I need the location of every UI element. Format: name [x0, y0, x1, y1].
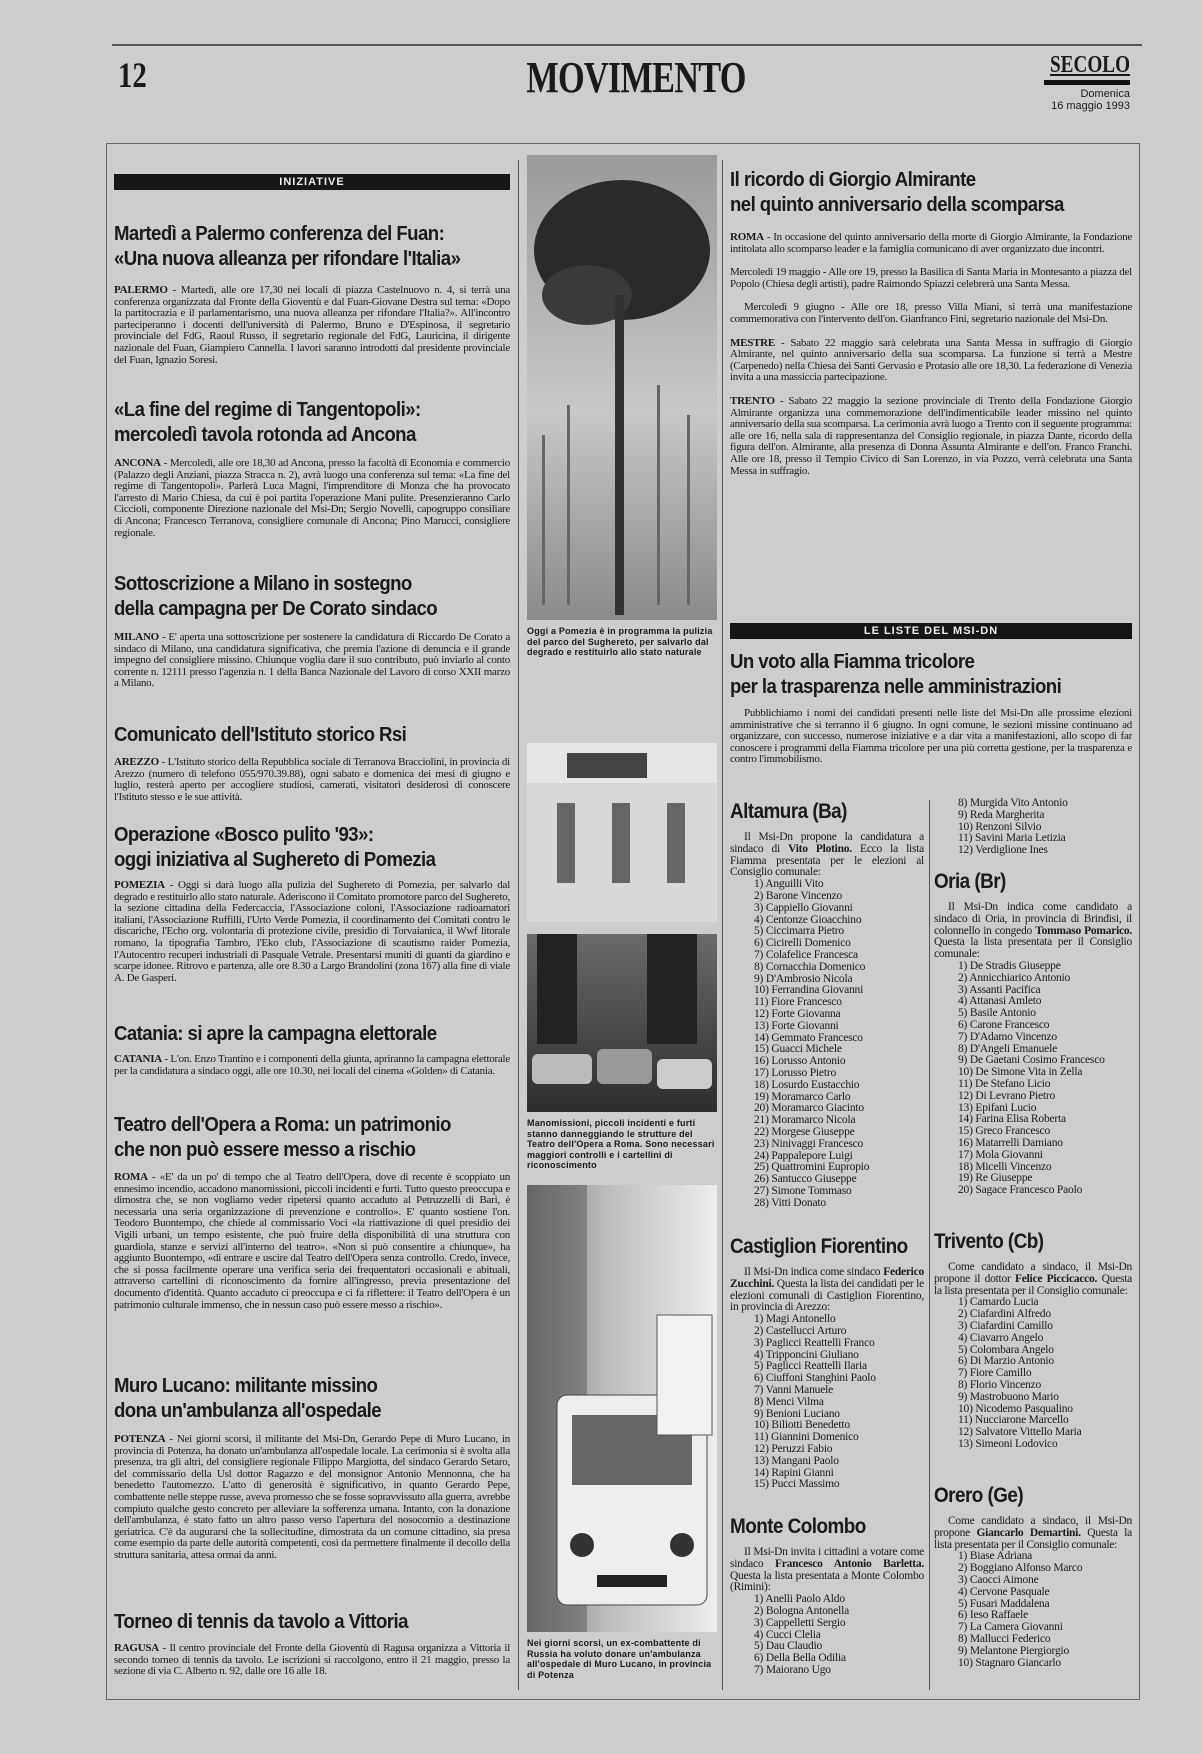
- candidate-item: 1) Anguilli Vito: [754, 878, 824, 891]
- candidate-item: 15) Pucci Massimo: [754, 1478, 840, 1491]
- candidate-item: 19) Re Giuseppe: [958, 1172, 1033, 1185]
- building-image: [527, 743, 717, 922]
- candidate-item: 8) Florio Vincenzo: [958, 1378, 1042, 1391]
- body-text: - Nei giorni scorsi, il militante del Msi-Dn, Gerardo Pepe di Muro Lucano, in provincia di Potenza, ha donato un'ambulanza all'ospedale locale. La cerimonia si è svolta alla presenza, tra gli altri, del consigliere regionale Filippo Margiotta, del sindaco Gerardo Setaro, del commissario della Usl dottor Ragazzo e del monsignor Antonio Mennonna, che ha benedetto l'automezzo. L'atto di generosità è significativo, in quanto Gerardo Pepe, combattente nelle steppe russe, aveva promesso che se fosse sopravvissuto alla guerra, avrebbe compiuto qualche gesto concreto per alleviare la sofferenza umana. Intanto, con la donazione dell'ambulanza, è stato fatto un altro passo verso l'apertura del nosocomio a destinazione geriatrica. C'è da augurarsi che la sollecitudine, dimostrata da un comune cittadino, sia presa come esempio da parte delle autorità competenti, così da permettere finalmente il decollo della struttura sanitaria, attesa ormai da anni.: [114, 1433, 510, 1561]
- candidate-item: 5) Basile Antonio: [958, 1007, 1036, 1020]
- candidate-item: 13) Epifani Lucio: [958, 1101, 1037, 1114]
- page-number: 12: [118, 55, 147, 95]
- photo-pine-forest: [527, 155, 717, 620]
- article-headline: [114, 398, 510, 448]
- candidate-item: 7) Colafelice Francesca: [754, 948, 858, 961]
- candidate-list: [934, 961, 1132, 1197]
- street-cars-image: [527, 934, 717, 1112]
- body-text: - E' aperta una sottoscrizione per sostenere la candidatura di Riccardo De Corato a sindaco di Milano, una candidatura significativa, che premia l'azione di denuncia e il grande impegno del consigliere missino. Chiunque voglia dare il suo contributo, può inviarlo al conto corrente n. 12111 presso l'agenzia n. 1 della Banca Nazionale del Lavoro di corso XXII marzo a Milano.: [114, 631, 510, 690]
- body-text: - Il centro provinciale del Fronte della Gioventù di Ragusa organizza a Vittoria il secondo torneo di tennis da tavolo. Le iscrizioni si raccolgono, entro il 21 maggio, presso la sezione di via C. Alberto n. 92, dalle ore 16 alle 18.: [114, 1642, 510, 1678]
- candidate-item: 18) Losurdo Eustacchio: [754, 1078, 860, 1091]
- issue-date: 16 maggio 1993: [1051, 100, 1130, 112]
- candidate-item: 16) Lorusso Antonio: [754, 1055, 846, 1068]
- candidate-item: 2) Barone Vincenzo: [754, 889, 843, 902]
- candidate-item: 24) Pappalepore Luigi: [754, 1149, 853, 1162]
- photo-caption: Manomissioni, piccoli incidenti e furti stanno danneggiando le strutture del Teatro dell'Opera a Roma. Sono necessari maggiori controlli e i cartellini di riconoscimento: [527, 1118, 715, 1170]
- candidate-item: 12) Verdiglione Ines: [958, 844, 1048, 857]
- town-list: [730, 800, 924, 1210]
- headline-line: dona un'ambulanza all'ospedale: [114, 1400, 382, 1422]
- article-headline: [114, 572, 510, 622]
- headline-line: mercoledì tavola rotonda ad Ancona: [114, 424, 416, 446]
- mayor-candidate: Giancarlo Demartini.: [976, 1526, 1081, 1539]
- town-list: [730, 1235, 924, 1491]
- article-body: [114, 1643, 510, 1678]
- candidate-item: 11) Savini Maria Letizia: [958, 832, 1066, 845]
- candidate-item: 8) Murgida Vito Antonio: [958, 797, 1068, 809]
- town-list: [934, 1230, 1132, 1451]
- candidate-item: 6) Ieso Raffaele: [958, 1609, 1029, 1622]
- article-body: [114, 458, 510, 539]
- candidate-item: 4) Cervone Pasquale: [958, 1585, 1050, 1598]
- candidate-item: 19) Moramarco Carlo: [754, 1090, 851, 1103]
- body-text: - Oggi si darà luogo alla pulizia del Sughereto di Pomezia, per salvarlo dal degrado e restituirlo allo stato naturale. Aderiscono il Comitato promotore parco del Sughereto, la sezione cittadina della Federcaccia, l'Associazione coloni, l'Associazione radioamatori italiani, l'Associazione Ruffilli, l'Urto Verde Pomezia, il coordinamento dei Comitati contro le discariche, l'Echo org. volontaria di protezione civile, presidio di Torvaianica, il Wwf litorale romano, la tipografia Tambro, l'Eko club, l'Associazione di scautismo raider Pomezia, l'Autocentro recuperi industriali di Pasquale Vetrale. Presentarsi muniti di guanti da giardino e scarpe idonee. Ritrovo e partenza, alle ore 8.30 a Largo Brandolini (zona 167) alla fine di viale A. De Gasperi.: [114, 879, 510, 984]
- article-body: [114, 1172, 510, 1311]
- article-headline: [114, 222, 510, 272]
- candidate-item: 3) Caocci Aimone: [958, 1573, 1039, 1586]
- dateline: POTENZA: [114, 1433, 166, 1445]
- ambulance-image: [527, 1185, 717, 1632]
- article-headline: [114, 1374, 510, 1424]
- paragraph: Mercoledì 9 giugno - Alle ore 18, presso Villa Miani, si terrà una manifestazione commemorativa con l'intervento dell'on. Gianfranco Fini, segretario nazionale del Msi-Dn.: [730, 301, 1132, 325]
- photo-caption: Nei giorni scorsi, un ex-combattente di Russia ha voluto donare un'ambulanza all'ospedale di Muro Lucano, in provincia di Potenza: [527, 1638, 712, 1680]
- candidate-item: 17) Mola Giovanni: [958, 1148, 1043, 1161]
- candidate-item: 28) Vitti Donato: [754, 1196, 826, 1209]
- candidate-item: 2) Ciafardini Alfredo: [958, 1308, 1051, 1321]
- article-headline: [114, 723, 510, 748]
- article-headline: [114, 1113, 510, 1163]
- body-text: - Mercoledì, alle ore 18,30 ad Ancona, presso la facoltà di Economia e commercio (Palazzo degli Anziani, piazza Stracca n. 2), avrà luogo una conferenza sul tema: «La fine del regime di Tangentopoli». Parlerà Luca Magni, l'imprenditore di Monza che ha provocato l'arresto di Mario Chiesa, da cui è poi partita l'operazione Mani pulite. Presenzieranno Carlo Ciccioli, componente Direzione nazionale del Msi-Dn; Sergio Novelli, capogruppo consiliare di Ancona; Francesco Terranova, consigliere comunale di Ancona; Pino Marucci, consigliere regionale.: [114, 457, 510, 539]
- candidate-item: 10) Stagnaro Giancarlo: [958, 1656, 1061, 1669]
- article-body: [114, 285, 510, 366]
- headline-line: Torneo di tennis da tavolo a Vittoria: [114, 1611, 408, 1633]
- candidate-item: 5) Colombara Angelo: [958, 1343, 1054, 1356]
- headline-line: Operazione «Bosco pulito '93»:: [114, 824, 374, 846]
- candidate-item: 11) Giannini Domenico: [754, 1431, 859, 1444]
- candidate-item: 11) De Stefano Licio: [958, 1077, 1051, 1090]
- candidate-item: 4) Ciavarro Angelo: [958, 1331, 1044, 1344]
- article-body: [114, 757, 510, 803]
- candidate-item: 9) Mastrobuono Mario: [958, 1390, 1059, 1403]
- candidate-item: 9) Melantone Piergiorgio: [958, 1644, 1070, 1657]
- candidate-item: 11) Nucciarone Marcello: [958, 1414, 1069, 1427]
- newspaper-logo: SECOLO: [1050, 52, 1131, 78]
- mayor-candidate: Federico Zucchini.: [730, 1266, 924, 1290]
- candidate-item: 4) Tripponcini Giuliano: [754, 1348, 859, 1361]
- candidate-item: 15) Guacci Michele: [754, 1043, 842, 1056]
- candidate-list: [730, 879, 924, 1209]
- candidate-item: 5) Dau Claudio: [754, 1640, 823, 1653]
- top-rule: [112, 44, 1142, 46]
- candidate-item: 9) De Gaetani Cosimo Francesco: [958, 1054, 1105, 1067]
- candidate-item: 1) Biase Adriana: [958, 1550, 1033, 1563]
- dateline: RAGUSA: [114, 1642, 159, 1654]
- body-text: - Martedì, alle ore 17,30 nei locali di piazza Castelnuovo n. 4, si terrà una conferenza organizzata dal Fronte della Gioventù e dal Fuan-Giovane Destra sul tema: «Dopo la partitocrazia e il parlamentarismo, una nuova alleanza per rifondare l'Italia?». All'incontro parteciperanno i docenti dell'università di Palermo, Bruno e D'Espinosa, il segretario provinciale del FdG, Raoul Russo, il segretario regionale del FdG, Lauricina, il dirigente nazionale del Fuan, Giampiero Cannella. I lavori saranno introdotti dal presidente provinciale del Fuan, Ignazio Soresi.: [114, 284, 510, 366]
- candidate-item: 20) Sagace Francesco Paolo: [958, 1184, 1083, 1197]
- paragraph: TRENTO - Sabato 22 maggio la sezione provinciale di Trento della Fondazione Giorgio Almirante organizza una commemorazione dell'indimenticabile leader missino nel quinto anniversario della sua scomparsa. La cerimonia avrà luogo a Trento con il seguente programma: alle ore 16, nella sala di rappresentanza del Consiglio regionale, in piazza Dante, ricordo della figura dell'on. Almirante, alla presenza di Donna Assunta Almirante e dell'on. Franco Franchi. Alle ore 18, presso il Tempio Civico di San Lorenzo, in via Pozzo, verrà celebrata una Santa Messa in suffragio.: [730, 394, 1132, 477]
- town-list: [934, 870, 1132, 1197]
- candidate-item: 20) Moramarco Giacinto: [754, 1102, 864, 1115]
- headline-line: Catania: si apre la campagna elettorale: [114, 1023, 437, 1045]
- candidate-item: 10) De Simone Vita in Zella: [958, 1066, 1083, 1079]
- paragraph: ROMA - In occasione del quinto anniversario della morte di Giorgio Almirante, la Fondazione intitolata allo scomparso leader e la famiglia comunicano di aver organizzato due incontri.: [730, 231, 1132, 255]
- candidate-item: 3) Ciafardini Camillo: [958, 1319, 1053, 1332]
- pine-tree-image: [527, 155, 717, 620]
- headline-line: della campagna per De Corato sindaco: [114, 598, 438, 620]
- candidate-item: 8) Cornacchia Domenico: [754, 960, 866, 973]
- town-intro: Il Msi-Dn indica come sindaco Federico Zucchini. Questa la lista dei candidati per le elezioni comunali di Castiglion Fiorentino, in provincia di Arezzo:: [730, 1266, 924, 1314]
- candidate-item: 12) Di Levrano Pietro: [958, 1089, 1056, 1102]
- candidate-item: 6) Della Bella Odilia: [754, 1652, 846, 1665]
- dateline: PALERMO: [114, 284, 168, 296]
- headline-line: «La fine del regime di Tangentopoli»:: [114, 399, 421, 421]
- candidate-item: 8) Menci Vilma: [754, 1395, 824, 1408]
- mayor-candidate: Tommaso Pomarico.: [1035, 924, 1132, 937]
- headline-line: che non può essere messo a rischio: [114, 1139, 416, 1161]
- headline: nel quinto anniversario della scomparsa: [730, 194, 1064, 216]
- article-headline: [114, 823, 510, 873]
- headline: Il ricordo di Giorgio Almirante: [730, 169, 976, 191]
- mayor-candidate: Francesco Antonio Barletta.: [775, 1557, 924, 1570]
- headline-line: Muro Lucano: militante missino: [114, 1375, 378, 1397]
- candidate-item: 8) Mallucci Federico: [958, 1632, 1051, 1645]
- photo-ambulance: [527, 1185, 717, 1632]
- candidate-item: 13) Forte Giovanni: [754, 1019, 839, 1032]
- article-almirante: [730, 168, 1132, 477]
- candidate-item: 2) Castellucci Arturo: [754, 1324, 847, 1337]
- town-name: Orero (Ge): [934, 1484, 1024, 1507]
- candidate-item: 1) Anelli Paolo Aldo: [754, 1593, 845, 1606]
- town-intro: Come candidato a sindaco, il Msi-Dn propone il dottor Felice Piccicacco. Questa la lista presentata per il Consiglio comunale:: [934, 1261, 1132, 1297]
- candidate-list-continued: [934, 798, 1132, 857]
- candidate-item: 27) Simone Tommaso: [754, 1184, 852, 1197]
- headline-line: Sottoscrizione a Milano in sostegno: [114, 573, 412, 595]
- candidate-item: 8) D'Angeli Emanuele: [958, 1042, 1057, 1055]
- body-text: - «E' da un po' di tempo che al Teatro dell'Opera, dove di recente è scoppiato un ennesimo incendio, accadono manomissioni, piccoli incidenti e furti. Tutto questo preoccupa e dimostra che, se non vogliamo veder ripetersi quanto accaduto al Petruzzelli di Bari, è necessaria una seria organizzazione di prevenzione e controllo». E' quanto sostiene l'on. Teodoro Buontempo, che chiede al commissario Voci «la riattivazione di quel presidio dei Vigili urbani, un tempo esistente, che può fruire della disponibilità di una struttura con guardiola, stanze e servizi all'interno del teatro». «Non si può consentire a chiunque», ha aggiunto Buontempo, «di entrare e uscire dal Teatro dell'Opera senza controllo. Credo, invece, che si possa facilmente operare una verifica seria dei frequentatori occasionali e abituali, attraverso cartellini di riconoscimento da fornire all'ingresso, previa presentazione del documento d'identità. Quanto accaduto ci preoccupa e ci fa riflettere: il Teatro dell'Opera è un patrimonio culturale immenso, che in nessun caso può essere messo a rischio».: [114, 1171, 510, 1311]
- candidate-item: 3) Paglicci Reattelli Franco: [754, 1336, 875, 1349]
- candidate-item: 6) Di Marzio Antonio: [958, 1355, 1054, 1368]
- candidate-list: [934, 1297, 1132, 1450]
- candidate-item: 13) Simeoni Lodovico: [958, 1437, 1058, 1450]
- town-list: [934, 1484, 1132, 1669]
- candidate-item: 1) De Stradis Giuseppe: [958, 959, 1061, 972]
- candidate-item: 9) Reda Margherita: [958, 808, 1045, 821]
- headline-line: Comunicato dell'Istituto storico Rsi: [114, 724, 407, 746]
- candidate-item: 14) Rapini Gianni: [754, 1466, 834, 1479]
- candidate-item: 3) Assanti Pacifica: [958, 983, 1041, 996]
- candidate-item: 12) Salvatore Vittello Maria: [958, 1426, 1082, 1439]
- candidate-item: 2) Bologna Antonella: [754, 1604, 850, 1617]
- paragraph: Mercoledì 19 maggio - Alle ore 19, presso la Basilica di Santa Maria in Montesanto a piazza del Popolo (Chiesa degli artisti), padre Raimondo Spiazzi celebrerà una Santa Messa.: [730, 266, 1132, 290]
- candidate-item: 7) Fiore Camillo: [958, 1367, 1032, 1380]
- town-name: Monte Colombo: [730, 1515, 866, 1538]
- candidate-item: 10) Renzoni Silvio: [958, 820, 1042, 833]
- article-body: [114, 1434, 510, 1562]
- town-intro: Come candidato a sindaco, il Msi-Dn propone Giancarlo Demartini. Questa la lista presentata per il Consiglio comunale:: [934, 1515, 1133, 1551]
- candidate-item: 12) Forte Giovanna: [754, 1007, 841, 1020]
- dateline: POMEZIA: [114, 879, 165, 891]
- logo-bar: [1044, 80, 1130, 85]
- candidate-item: 21) Moramarco Nicola: [754, 1114, 856, 1127]
- town-name: Trivento (Cb): [934, 1230, 1044, 1253]
- candidate-item: 14) Gemmato Francesco: [754, 1031, 863, 1044]
- article-body: [114, 880, 510, 984]
- body-text: - L'Istituto storico della Repubblica sociale di Terranova Bracciolini, in provincia di Arezzo (numero di telefono 055/970.39.88), ogni sabato e domenica dei mesi di giugno e luglio, resterà aperto per accogliere studiosi, camerati, visitatori desiderosi di conoscere l'Istituto stesso e le sue attività.: [114, 756, 510, 803]
- candidate-item: 23) Ninivaggi Francesco: [754, 1137, 864, 1150]
- mayor-candidate: Vito Plotino.: [788, 842, 852, 855]
- candidate-item: 1) Camardo Lucia: [958, 1296, 1039, 1309]
- headline-line: oggi iniziativa al Sughereto di Pomezia: [114, 849, 436, 871]
- candidate-item: 6) Ciuffoni Stanghini Paolo: [754, 1372, 876, 1385]
- mayor-candidate: Felice Piccicacco.: [1014, 1272, 1098, 1285]
- paragraph: MESTRE - Sabato 22 maggio sarà celebrata una Santa Messa in suffragio di Giorgio Almirante, nel quinto anniversario della sua scomparsa. La funzione si terrà a Mestre (Carpenedo) nella Chiesa dei Santi Gervasio e Protasio alle ore 18,30. La federazione di Venezia invita a una massiccia partecipazione.: [730, 336, 1132, 384]
- article-body: [114, 632, 510, 690]
- candidate-item: 6) Carone Francesco: [958, 1018, 1050, 1031]
- headline: Un voto alla Fiamma tricolore: [730, 651, 975, 673]
- section-title: MOVIMENTO: [526, 53, 746, 102]
- candidate-item: 6) Cicirelli Domenico: [754, 937, 851, 950]
- candidate-item: 11) Fiore Francesco: [754, 996, 842, 1009]
- candidate-item: 5) Paglicci Reattelli Ilaria: [754, 1360, 867, 1373]
- photo-caption: Oggi a Pomezia è in programma la pulizia del parco del Sughereto, per salvarlo dal degrado e restituirlo allo stato naturale: [527, 626, 713, 657]
- dateline: AREZZO: [114, 756, 159, 768]
- candidate-item: 26) Santucco Giuseppe: [754, 1173, 857, 1186]
- town-name: Castiglion Fiorentino: [730, 1235, 908, 1258]
- candidate-item: 2) Annicchiarico Antonio: [958, 971, 1071, 984]
- candidate-item: 2) Boggiano Alfonso Marco: [958, 1562, 1083, 1575]
- candidate-item: 9) D'Ambrosio Nicola: [754, 972, 853, 985]
- candidate-item: 5) Ciccimarra Pietro: [754, 925, 844, 938]
- candidate-item: 4) Cucci Clelia: [754, 1628, 821, 1641]
- dateline: CATANIA: [114, 1053, 162, 1065]
- candidate-item: 4) Centonze Gioacchino: [754, 913, 862, 926]
- dateline: ROMA: [114, 1171, 148, 1183]
- article-headline: [114, 1022, 510, 1047]
- dateline: ANCONA: [114, 457, 161, 469]
- candidate-item: 15) Greco Francesco: [958, 1125, 1050, 1138]
- photo-opera-street: [527, 934, 717, 1112]
- headline: per la trasparenza nelle amministrazioni: [730, 676, 1062, 698]
- candidate-item: 18) Micelli Vincenzo: [958, 1160, 1052, 1173]
- candidate-item: 13) Mangani Paolo: [754, 1454, 839, 1467]
- candidate-item: 1) Magi Antonello: [754, 1313, 836, 1326]
- town-intro: Il Msi-Dn invita i cittadini a votare come sindaco Francesco Antonio Barletta. Questa la lista presentata a Monte Colombo (Rimini):: [730, 1546, 924, 1594]
- article-headline: [114, 1610, 510, 1635]
- town-name: Oria (Br): [934, 870, 1006, 893]
- column-divider: [722, 160, 723, 1690]
- dateline: MILANO: [114, 631, 159, 643]
- column-divider: [929, 800, 930, 1690]
- candidate-item: 3) Cappiello Giovanni: [754, 901, 853, 914]
- issue-day: Domenica: [1080, 88, 1130, 100]
- body-text: - L'on. Enzo Trantino e i componenti della giunta, apriranno la campagna elettorale per la candidatura a sindaco oggi, alle ore 10.30, nei locali del cinema «Golden» di Catania.: [114, 1053, 510, 1077]
- candidate-item: 7) Maiorano Ugo: [754, 1663, 831, 1676]
- town-intro: Il Msi-Dn propone la candidatura a sindaco di Vito Plotino. Ecco la lista Fiamma presentata per le elezioni al Consiglio comunale:: [730, 831, 925, 879]
- candidate-item: 25) Quattromini Eupropio: [754, 1161, 870, 1174]
- candidate-item: 10) Biliotti Benedetto: [754, 1419, 850, 1432]
- candidate-item: 14) Farina Elisa Roberta: [958, 1113, 1066, 1126]
- candidate-item: 9) Benioni Luciano: [754, 1407, 840, 1420]
- headline-line: Martedì a Palermo conferenza del Fuan:: [114, 223, 445, 245]
- candidate-item: 3) Cappelletti Sergio: [754, 1616, 846, 1629]
- headline-line: Teatro dell'Opera a Roma: un patrimonio: [114, 1114, 451, 1136]
- candidate-item: 7) Vanni Manuele: [754, 1383, 833, 1396]
- candidate-item: 17) Lorusso Pietro: [754, 1066, 837, 1079]
- candidate-list: [934, 1551, 1132, 1669]
- candidate-item: 16) Matarrelli Damiano: [958, 1136, 1063, 1149]
- candidate-item: 22) Morgese Giuseppe: [754, 1125, 855, 1138]
- photo-opera-building: [527, 743, 717, 922]
- candidate-item: 10) Ferrandina Giovanni: [754, 984, 864, 997]
- masthead: [1030, 52, 1130, 112]
- candidate-item: 7) La Camera Giovanni: [958, 1621, 1063, 1634]
- rubric-iniziative: INIZIATIVE: [114, 174, 510, 190]
- candidate-item: 7) D'Adamo Vincenzo: [958, 1030, 1057, 1043]
- candidate-item: 4) Attanasi Amleto: [958, 995, 1042, 1008]
- town-intro: Il Msi-Dn indica come candidato a sindaco di Oria, in provincia di Brindisi, il colonnello in congedo Tommaso Pomarico. Questa la lista presentata per il Consiglio comunale:: [934, 901, 1132, 961]
- candidate-item: 5) Fusari Maddalena: [958, 1597, 1050, 1610]
- column-divider: [518, 160, 519, 1690]
- candidate-list: [730, 1314, 924, 1491]
- paragraph: Pubblichiamo i nomi dei candidati presenti nelle liste del Msi-Dn alle prossime elezioni amministrative che si terranno il 6 giugno. In ogni comune, le sezioni missine continuano ad organizzare, con successo, numerose iniziative e a dar vita a manifestazioni, allo scopo di far conoscere i programmi della Fiamma tricolore per una più corretta gestione, per la trasparenza e contro l'immobilismo.: [730, 707, 1132, 766]
- candidate-item: 10) Nicodemo Pasqualino: [958, 1402, 1073, 1415]
- article-liste: [730, 650, 1132, 766]
- candidate-item: 12) Peruzzi Fabio: [754, 1442, 833, 1455]
- candidate-list: [730, 1594, 924, 1677]
- town-name: Altamura (Ba): [730, 800, 847, 823]
- headline-line: «Una nuova alleanza per rifondare l'Italia»: [114, 248, 461, 270]
- town-list: [730, 1515, 924, 1677]
- rubric-liste: LE LISTE DEL MSI-DN: [730, 623, 1132, 639]
- article-body: [114, 1054, 510, 1077]
